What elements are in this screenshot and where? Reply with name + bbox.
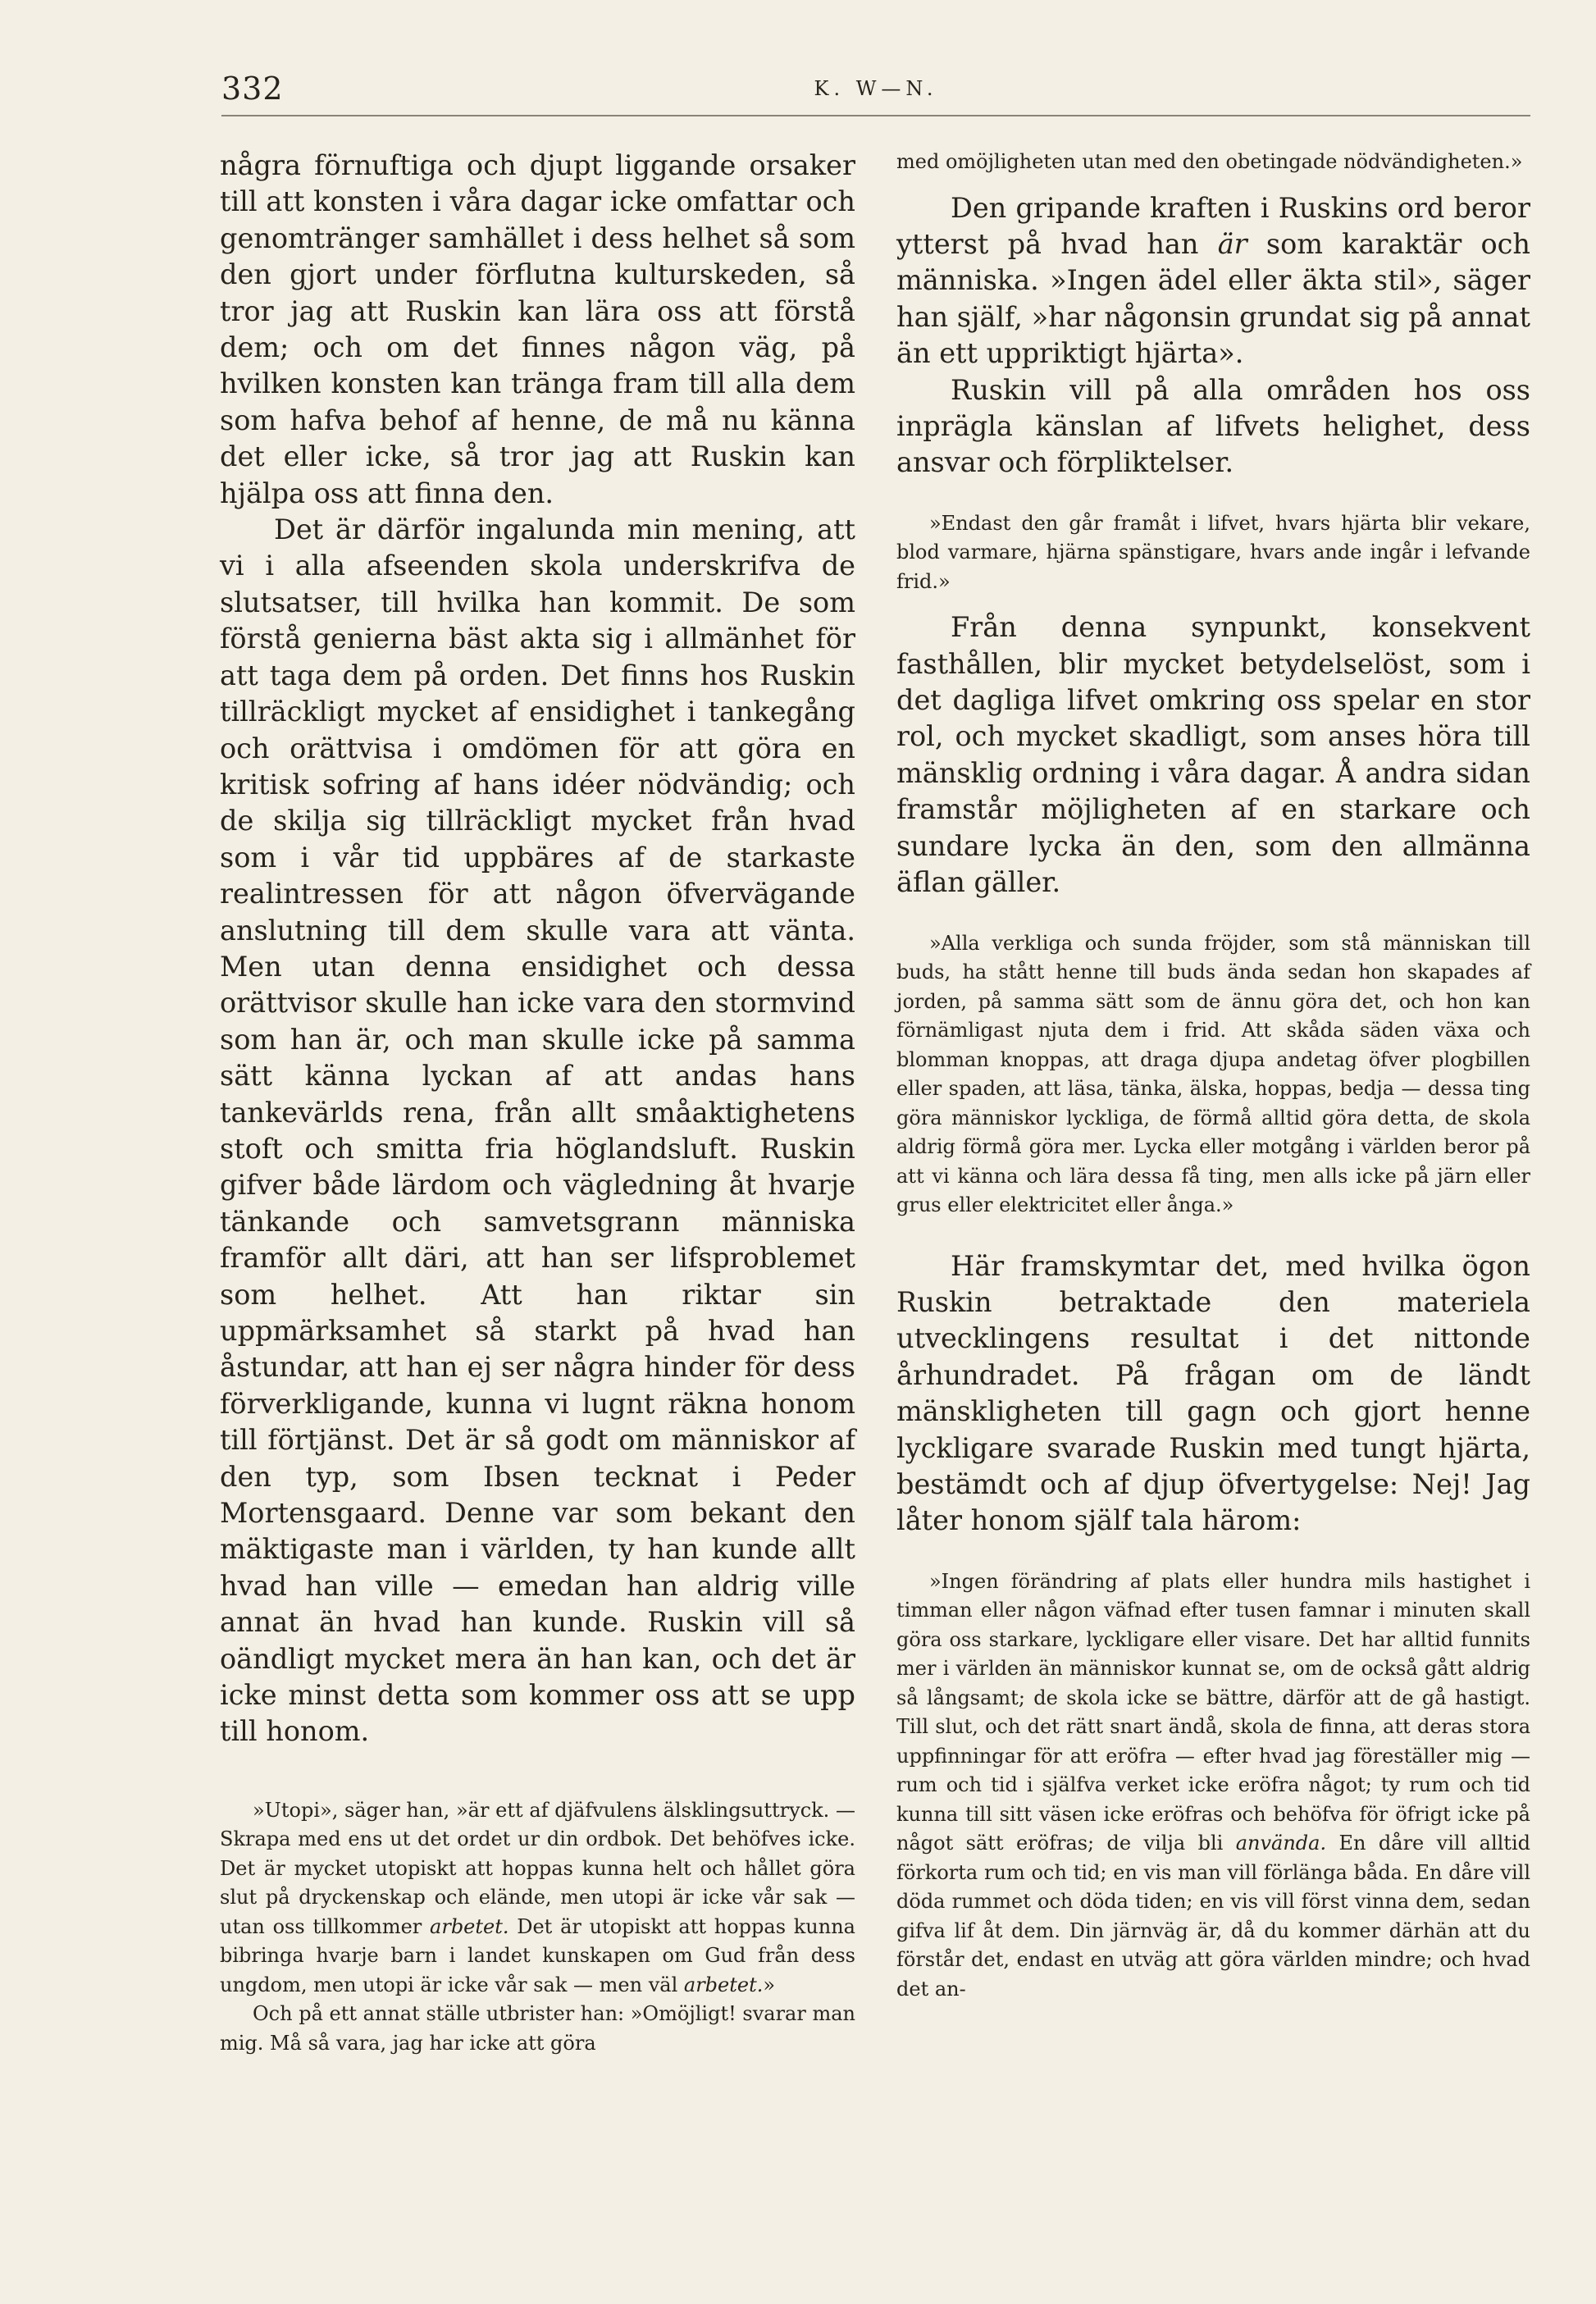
paragraph: Det är därför ingalunda min mening, att vi i alla afseenden skola underskrifva de slutsatser, till hvilka han kommit. De som förstå genierna bäst akta sig i allmänhet för att taga dem på orden. Det finns hos Ruskin tillräckligt mycket af ensidighet i tankegång och orättvisa i omdömen för att göra en kritisk sofring af hans idéer nödvändig; och de skilja sig tillräckligt mycket från hvad som i vår tid uppbäres af de starkaste realintressen för att någon öfvervägande anslutning till dem skulle vara att vänta. Men utan denna ensidighet och dessa orättvisor skulle han icke vara den stormvind som han är, och man skulle icke på samma sätt känna lyckan af att andas hans tankevärlds rena, från allt småaktighetens stoft och smitta fria höglandsluft. Ruskin gifver både lärdom och vägledning åt hvarje tänkande och samvetsgrann människa framför allt däri, att han ser lifsproblemet som helhet. Att han riktar sin uppmärksamhet så starkt på hvad han åstundar, att han ej ser några hinder för dess förverkligande, kunna vi lugnt räkna honom till förtjänst. Det är så godt om människor af den typ, som Ibsen tecknat i Peder Mortensgaard. Denne var som bekant den mäktigaste man i världen, ty han kunde allt hvad han ville — emedan han aldrig ville annat än hvad han kunde. Ruskin vill så oändligt mycket mera än han kan, och det är icke minst detta som kommer oss att se upp till honom. <box>220 513 855 1748</box>
emphasis: arbetet. <box>683 1973 764 1996</box>
block-quote: Och på ett annat ställe utbrister han: »Omöjligt! svarar man mig. Må så vara, jag har icke att göra <box>220 2002 855 2055</box>
left-column <box>220 148 855 2058</box>
block-quote: »Alla verkliga och sunda fröjder, som stå människan till buds, ha stått henne till buds ända sedan hon skapades af jorden, på samma sätt som de ännu göra det, och hon kan förnämligast njuta dem i frid. Att skåda säden växa och blomman knoppas, att draga djupa andetag öfver plogbillen eller spaden, att läsa, tänka, älska, hoppas, bedja — dessa ting göra människor lyckliga, de förmå alltid göra detta, de skola aldrig förmå göra mer. Lycka eller motgång i världen beror på att vi känna och lära dessa få ting, men alls icke på järn eller grus eller elektricitet eller ånga.» <box>896 931 1530 1216</box>
emphasis: använda. <box>1235 1832 1327 1855</box>
paragraph: Den gripande kraften i Ruskins ord beror ytterst på hvad han är som karaktär och människa. »Ingen ädel eller äkta stil», säger han själf, »har någonsin grundat sig på annat än ett uppriktigt hjärta». <box>896 191 1530 370</box>
page-header <box>221 66 1530 116</box>
block-quote: »Utopi», säger han, »är ett af djäfvulens älsklingsuttryck. — Skrapa med ens ut det ordet ur din ordbok. Det behöfves icke. Det är mycket utopiskt att hoppas kunna helt och hållet göra slut på dryckenskap och elände, men utopi är icke vår sak — utan oss tillkommer arbetet. Det är utopiskt att hoppas kunna bibringa hvarje barn i landet kunskapen om Gud från dess ungdom, men utopi är icke vår sak — men väl arbetet.» <box>220 1798 855 1996</box>
paragraph: Här framskymtar det, med hvilka ögon Ruskin betraktade den materiela utvecklingens resultat i det nittonde århundradet. På frågan om de ländt mänskligheten till gagn och gjort henne lyckligare svarade Ruskin med tungt hjärta, bestämdt och af djup öfvertygelse: Nej! Jag låter honom själf tala härom: <box>896 1249 1530 1537</box>
paragraph: Ruskin vill på alla områden hos oss inprägla känslan af lifvets helighet, dess ansvar och förpliktelser. <box>896 373 1530 479</box>
right-column <box>896 148 1530 2004</box>
page-number: 332 <box>221 71 284 107</box>
emphasis: arbetet. <box>430 1914 509 1938</box>
block-quote: »Endast den går framåt i lifvet, hvars hjärta blir vekare, blod varmare, hjärna spänstigare, hvars ande ingår i lefvande frid.» <box>896 511 1530 593</box>
emphasis: är <box>1217 227 1247 260</box>
running-head: K. W—N. <box>814 77 938 100</box>
paragraph: några förnuftiga och djupt liggande orsaker till att konsten i våra dagar icke omfattar och genomtränger samhället i dess helhet så som den gjort under förflutna kulturskeden, så tror jag att Ruskin kan lära oss att förstå dem; och om det finnes någon väg, på hvilken konsten kan tränga fram till alla dem som hafva behof af henne, de må nu känna det eller icke, så tror jag att Ruskin kan hjälpa oss att finna den. <box>220 149 855 509</box>
block-quote-continuation: med omöjligheten utan med den obetingade nödvändigheten.» <box>896 150 1523 173</box>
paragraph: Från denna synpunkt, konsekvent fasthållen, blir mycket betydelselöst, som i det dagliga lifvet omkring oss spelar en stor rol, och mycket skadligt, som anses höra till mänsklig ordning i våra dagar. Å andra sidan framstår möjligheten af en starkare och sundare lycka än den, som den allmänna äflan gäller. <box>896 611 1530 899</box>
block-quote: »Ingen förändring af plats eller hundra mils hastighet i timman eller någon väfnad efter tusen famnar i minuten skall göra oss starkare, lyckligare eller visare. Det har alltid funnits mer i världen än människor kunnat se, om de också gått aldrig så långsamt; de skola icke se bättre, därför att de gå hastigt. Till slut, och det rätt snart ändå, skola de finna, att deras stora uppfinningar för att eröfra — efter hvad jag föreställer mig — rum och tid i själfva verket icke eröfra något; ty rum och tid kunna till sitt väsen icke eröfras och behöfva för öfrigt icke på något sätt eröfras; de vilja bli använda. En dåre vill alltid förkorta rum och tid; en vis man vill förlänga båda. En dåre vill döda rummet och döda tiden; en vis vill först vinna dem, sedan gifva lif åt dem. Din järnväg är, då du kommer därhän att du förstår det, endast en utväg att göra världen mindre; och hvad det an- <box>896 1569 1530 2001</box>
